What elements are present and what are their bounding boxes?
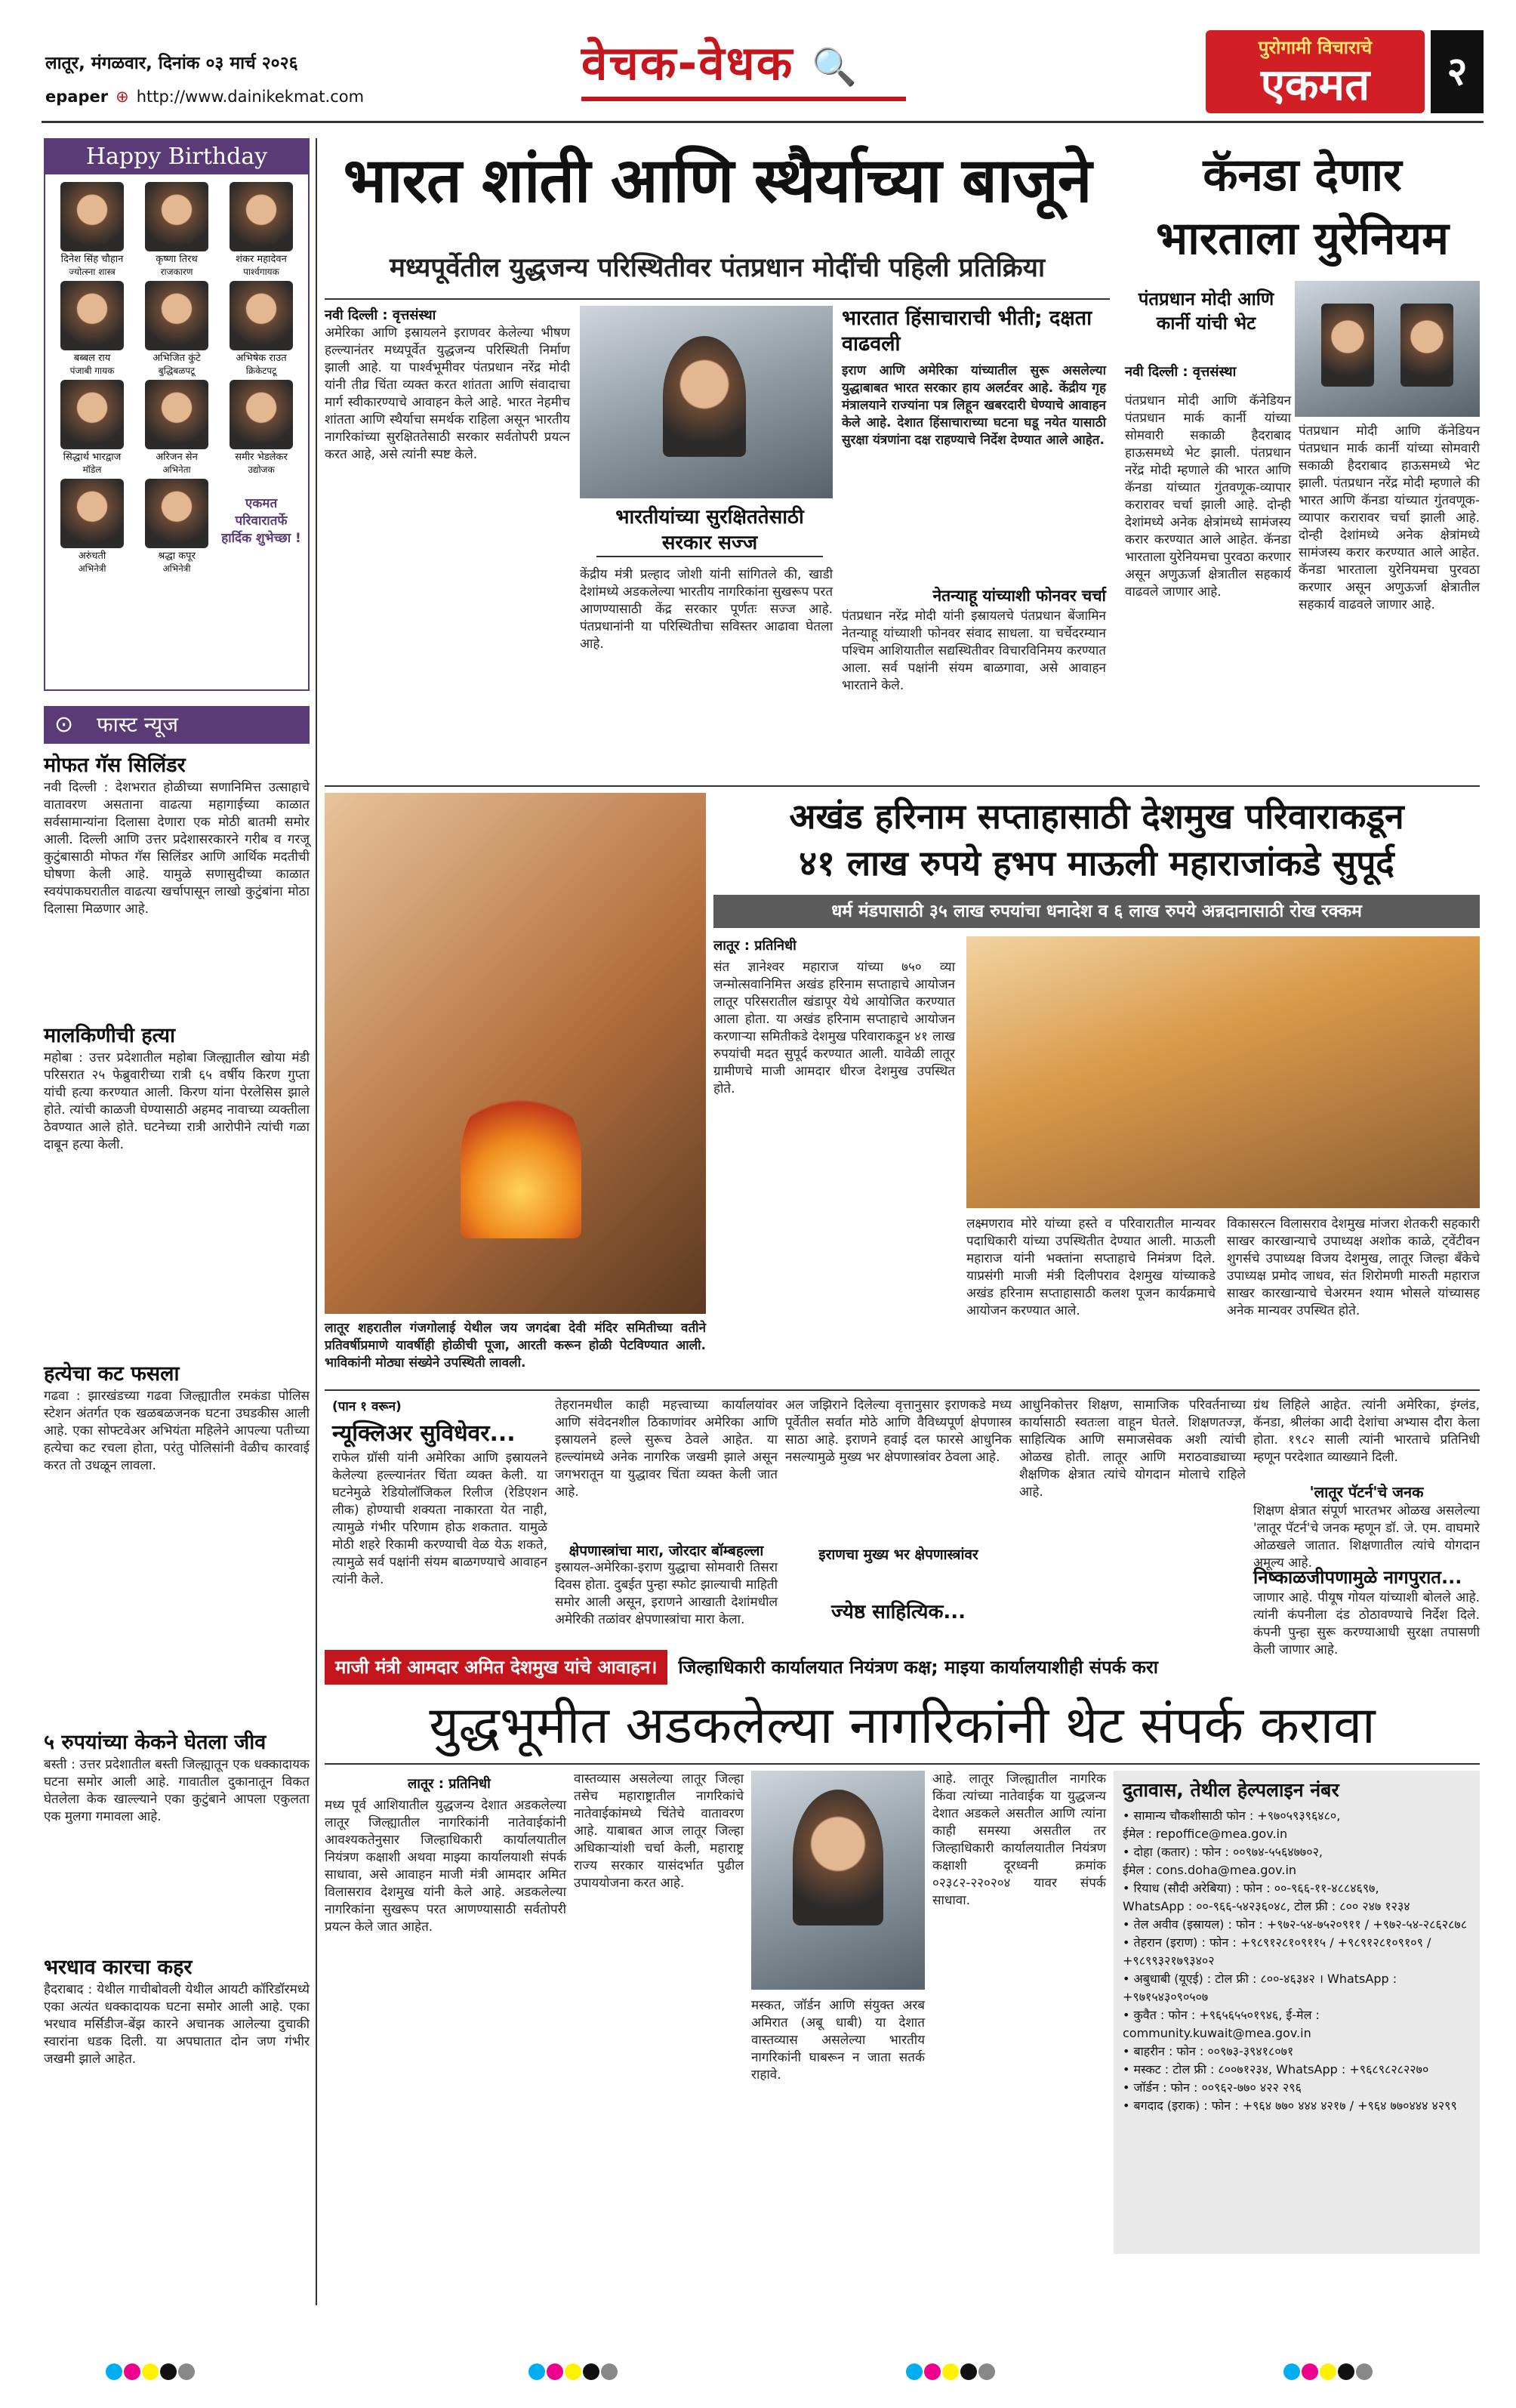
color-bar-1 [106, 2363, 195, 2380]
fast-news-head: भरधाव कारचा कहर [44, 1956, 193, 1979]
lead-photo-body: केंद्रीय मंत्री प्रल्हाद जोशी यांनी सांगितले की, खाडी देशांमध्ये अडकलेल्या भारतीय नागरिकांना सुखरूप परत आणण्यासाठी केंद्र सरकार पूर्णतः सज्ज आहे. पंतप्रधानांनी या परिस्थितीचा सविस्तर आढावा घेतला आहे. [580, 567, 833, 652]
helpline-line: • जॉर्डन : फोन : ००९६२-७७० ४२२ २९६ [1123, 2080, 1302, 2095]
birthday-person: कृष्णा तिरथ राजकारण [136, 182, 217, 278]
fast-news-label: फास्ट न्यूज [97, 712, 179, 737]
birthday-box [44, 138, 310, 691]
felicitation-photo [966, 936, 1480, 1208]
helpline-line: • सामान्य चौकशीसाठी फोन : +९७०५९३९६४८०, [1123, 1808, 1341, 1823]
continued-sub-3: ज्येष्ठ साहित्यिक... [830, 1601, 966, 1623]
continued-body-4: अल जझिराने दिलेल्या वृत्तानुसार इराणकडे मध्य पूर्वेतील सर्वात मोठे आणि वैविध्यपूर्ण क्षेपणास्त्र साठा आहे. इराणने हवाई दल फारसे आधुनिक नसल्यामुळे मुख्य भर क्षेपणास्त्रांवर ठेवला आहे. [785, 1398, 1012, 1465]
lead-headline: भारत शांती आणि स्थैर्याच्या बाजूने [343, 145, 1092, 217]
brand-block [1206, 30, 1425, 113]
canada-body-2: पंतप्रधान मोदी आणि कॅनेडियन पंतप्रधान मार्क कार्नी यांच्या सोमवारी सकाळी हैदराबाद हाऊसमध्ये भेट झाली. पंतप्रधान नरेंद्र मोदी म्हणाले की भारत आणि कॅनडा यांच्यात गुंतवणूक-व्यापार करारावर चर्चा झाली आहे. दोन्ही देशांमध्ये अनेक क्षेत्रांमध्ये सामंजस्य करार करण्यात आले आहेत. कॅनडा भारताला युरेनियमचा पुरवठा करणार असून अणुऊर्जा क्षेत्रातील सहकार्य वाढवले जाणार आहे. [1299, 424, 1480, 612]
banner-body-3: आहे. लातूर जिल्ह्यातील नागरिक किंवा त्यांच्या नातेवाईक या युद्धजन्य देशात अडकले असतील आणि त्यांना काही समस्या असतील तर जिल्हाधिकारी कार्यालयातील नियंत्रण कक्षाशी दूरध्वनी क्रमांक ०२३८२-२२०२०४ यावर संपर्क साधावा. [932, 1771, 1106, 1908]
birthday-wish: एकमत परिवारातर्फे हार्दिक शुभेच्छा ! [221, 496, 301, 546]
continued-body-6: ग्रंथ लिहिले आहेत. त्यांनी अमेरिका, इंग्लंड, कॅनडा, श्रीलंका आदी देशांचा अभ्यास दौरा केला होता. १९८२ साली त्यांनी भारताचे प्रतिनिधी म्हणून परदेशात व्याख्याने दिली. [1253, 1398, 1480, 1465]
section-label: वेचक-वेधक [581, 35, 794, 91]
helpline-line: • रियाध (सौदी अरेबिया) : फोन : ००-९६६-११-४८८४६९७, [1123, 1881, 1379, 1895]
continued-sub-1: क्षेपणास्त्रांचा मारा, जोरदार बॉम्बहल्ला [568, 1543, 764, 1559]
birthday-person: शंकर महादेवन पार्श्वगायक [220, 182, 302, 278]
lead-body: अमेरिका आणि इस्रायलने इराणवर केलेल्या भीषण हल्ल्यानंतर मध्यपूर्वेत युद्धजन्य परिस्थिती निर्माण झाली आहे. या पार्श्वभूमीवर पंतप्रधान नरेंद्र मोदी यांनी तीव्र चिंता व्यक्त करत शांतता आणि संवादाचा मार्ग स्वीकारण्याचे आवाहन केले आहे. भारत नेहमीच शांतता आणि स्थैर्याचा समर्थक राहिला असून भारतीय नागरिकांच्या सुरक्षिततेसाठी सरकार सर्वतोपरी प्रयत्न करत आहे, असे त्यांनी स्पष्ट केले. [325, 325, 570, 462]
epaper-line[interactable] [45, 88, 364, 106]
helpline-line: • अबुधाबी (यूएई) : टोल फ्री : ८००-४६३४२ । WhatsApp : +९७१५४३०९०५०७ [1123, 1972, 1397, 2004]
masthead-rule [42, 121, 1484, 123]
helpline-line[interactable]: ईमेल : cons.doha@mea.gov.in [1123, 1863, 1297, 1877]
continued-body: राफेल ग्रॉसी यांनी अमेरिका आणि इस्रायलने केलेल्या हल्ल्यानंतर चिंता व्यक्त केली. या घटनेमुळे रेडियोलॉजिकल रिलीज (रेडिएशन लीक) होण्याची शक्यता नाकारता येत नाही, त्यामुळे गंभीर परिणाम होऊ शकतात. यामुळे मोठी शहरे रिकामी करण्याची वेळ येऊ शकते, त्यामुळे सर्व पक्षांनी संयम बाळगण्याचे आवाहन त्यांनी केले. [332, 1451, 547, 1587]
section-title [581, 30, 858, 94]
continued-body-8: जाणार आहे. पीयूष गोयल यांच्याशी बोलले आहे. त्यांनी कंपनीला दंड ठोठावण्याचे निर्देश दिले. कंपनी पुन्हा सुरू करण्याआधी सुरक्षा तपासणी केली जाणार आहे. [1253, 1590, 1480, 1657]
banner-headline: युद्धभूमीत अडकलेल्या नागरिकांनी थेट संपर्क करावा [429, 1696, 1376, 1756]
fast-news-body: नवी दिल्ली : देशभरात होळीच्या सणानिमित्त उत्साहाचे वातावरण असताना वाढत्या महागाईच्या काळात सर्वसामान्यांना दिलासा देणारा एक मोठी बातमी समोर आली. दिल्ली आणि उत्तर प्रदेशासरकारने गरीब व गरजू कुटुंबासाठी मोफत गॅस सिलिंडर आणि आर्थिक मदतीची घोषणा केली आहे. यामुळे सणासुदीच्या काळात स्वयंपाकघरातील वाढत्या खर्चापासून लाखो कुटुंबांना मोठा दिलासा मिळणार आहे. [44, 780, 310, 917]
helpline-line: • दोहा (कतार) : फोन : ००९७४-५५६४७७०२, [1123, 1845, 1323, 1859]
continued-box [325, 1397, 1480, 1657]
harinam-body-2: लक्ष्मणराव मोरे यांच्या हस्ते व परिवारातील मान्यवर पदाधिकारी यांच्या उपस्थितीत देण्यात आली. माऊली महाराज यांनी भक्तांना सप्ताहाचे निमंत्रण दिले. याप्रसंगी माजी मंत्री दिलीपराव देशमुख यांच्याकडे अखंड हरिनाम सप्ताहासाठी कलश पूजन कार्यक्रमाचे आयोजन करण्यात आले. [966, 1216, 1216, 1318]
banner-body-2: वास्तव्यास असलेल्या लातूर जिल्हा तसेच महाराष्ट्रातील नागरिकांचे नातेवाईकांमध्ये चिंतेचे वातावरण आहे. याबाबत आज लातूर जिल्हा अधिकाऱ्यांशी चर्चा केली, महाराष्ट्र राज्य सरकार यासंदर्भात पुढील उपाययोजना करत आहे. [574, 1771, 744, 1891]
canada-headline: कॅनडा देणार भारताला युरेनियम [1156, 149, 1449, 265]
modi-photo [580, 306, 833, 498]
lead-phone-body: पंतप्रधान नरेंद्र मोदी यांनी इस्रायलचे पंतप्रधान बेंजामिन नेतन्याहू यांच्याशी फोनवर संवाद साधला. या चर्चेदरम्यान पश्चिम आशियातील सद्यस्थितीवर विचारविनिमय करण्यात आला. सर्व पक्षांनी संयम बाळगावा, असे आवाहन भारताने केले. [842, 609, 1106, 693]
holi-caption: लातूर शहरातील गंजगोलाई येथील जय जगदंबा देवी मंदिर समितीच्या वतीने प्रतिवर्षीप्रमाणे यावर्षीही होळीची पूजा, आरती करून होळी पेटविण्यात आली. भाविकांनी मोठ्या संख्येने उपस्थिती लावली. [325, 1321, 706, 1370]
globe-icon: ⊕ [116, 88, 129, 106]
banner-rule [325, 1763, 1480, 1765]
continued-head: न्यूक्लिअर सुविधेवर... [332, 1420, 516, 1447]
left-column-rule [316, 138, 317, 2305]
brand-logo: एकमत [1260, 59, 1370, 110]
fast-news-head: हत्येचा कट फसला [44, 1362, 180, 1386]
helpline-line: • तेल अवीव (इस्रायल) : फोन : +९७२-५४-७५२०९११ / +९७२-५४-२८६२८७८ [1123, 1917, 1468, 1932]
color-bar-4 [1283, 2363, 1373, 2380]
canada-dateline: नवी दिल्ली : वृत्तसंस्था [1125, 364, 1237, 380]
birthday-title: Happy Birthday [45, 140, 308, 174]
fast-news-item [44, 752, 310, 1013]
lead-subhead: मध्यपूर्वेतील युद्धजन्य परिस्थितीवर पंतप्रधान मोदींची पहिली प्रतिक्रिया [389, 253, 1046, 283]
lead-dateline: नवी दिल्ली : वृत्तसंस्था [325, 307, 436, 323]
section-underline [581, 97, 906, 101]
helpline-line: • बगदाद (इराक) : फोन : +९६४ ७७० ४४४ ४२१७ / +९६४ ७७०४४४ ४२९९ [1123, 2098, 1457, 2113]
continued-sub-5: निष्काळजीपणामुळे नागपुरात... [1253, 1567, 1462, 1588]
banner-photo-caption: मस्कत, जॉर्डन आणि संयुक्त अरब अमिरात (अबू धाबी) या देशात वास्तव्यास असलेल्या भारतीय नागरिकांनी घाबरून न जाता सतर्क राहावे. [751, 1998, 925, 2083]
lead-side-head: भारतात हिंसाचाराची भीती; दक्षता वाढवली [842, 307, 1092, 356]
helpline-line: • तेहरान (इराण) : फोन : +९८९१२८१०९११५ / +९८९१२८१०९१०९ / +९८९९३२१७९३४०२ [1123, 1935, 1431, 1968]
fast-news-item [44, 1729, 310, 1945]
birthday-person: सिद्धार्थ भारद्वाज मॉडेल [51, 380, 133, 476]
lead-photo-caption: भारतीयांच्या सुरक्षिततेसाठी सरकार सज्ज [596, 504, 823, 557]
continued-sub-2: इराणचा मुख्य भर क्षेपणास्त्रांवर [818, 1546, 978, 1563]
continued-tag: (पान १ वरून) [332, 1399, 402, 1414]
harinam-dateline: लातूर : प्रतिनिधी [713, 938, 797, 954]
lead-phone-head: नेतन्याहू यांच्याशी फोनवर चर्चा [932, 587, 1106, 605]
fast-news-title [44, 706, 310, 744]
banner-strip [325, 1650, 1480, 1685]
banner-body: मध्य पूर्व आशियातील युद्धजन्य देशात अडकलेल्या लातूर जिल्ह्यातील नागरिकांनी नातेवाईकांनी आवश्यकतेनुसार जिल्हाधिकारी कार्यालयातील नियंत्रण कक्षाशी अथवा माझ्या कार्यालयाशी संपर्क साधावा, असे आवाहन माजी मंत्री आमदार अमित विलासराव देशमुख यांनी केले आहे. अडकलेल्या नागरिकांना सुखरूप परत आणण्यासाठी सर्वतोपरी प्रयत्न केले जात आहेत. [325, 1798, 566, 1935]
fast-news-list [44, 752, 310, 2111]
magnifier-icon: 🔍 [812, 46, 858, 88]
mid-rule-1 [325, 785, 1480, 787]
harinam-body-3: विकासरत्न विलासराव देशमुख मांजरा शेतकरी सहकारी साखर कारखान्याचे उपाध्यक्ष अशोक काळे, ट्वेंटीवन शुगर्सचे उपाध्यक्ष विजय देशमुख, लातूर जिल्हा बँकेचे उपाध्यक्ष प्रमोद जाधव, संत शिरोमणी मारुती महाराज साखर कारखान्याचे चेअरमन श्याम भोसले यांच्यासह अनेक मान्यवर उपस्थित होते. [1227, 1216, 1480, 1318]
continued-body-2: तेहरानमधील काही महत्त्वाच्या कार्यालयांवर आणि संवेदनशील ठिकाणांवर अमेरिका आणि इस्रायलने हल्ले सुरूच ठेवले आहेत. या हल्ल्यांमध्ये अनेक नागरिक जखमी झाले असून जगभरातून या युद्धावर चिंता व्यक्त केली जात आहे. [555, 1398, 778, 1500]
continued-body-7: शिक्षण क्षेत्रात संपूर्ण भारतभर ओळख असलेल्या 'लातूर पॅटर्न'चे जनक म्हणून डॉ. जे. एम. वाघमारे ओळखले जातात. शिक्षणातील त्यांचे योगदान अमूल्य आहे. [1253, 1503, 1480, 1571]
canada-photo-caption: पंतप्रधान मोदी आणि कार्नी यांची भेट [1138, 288, 1274, 334]
dateline: लातूर, मंगळवार, दिनांक ०३ मार्च २०२६ [45, 54, 298, 73]
helpline-title: दुतावास, तेथील हेल्पलाइन नंबर [1123, 1779, 1339, 1801]
continued-body-3: इस्रायल-अमेरिका-इराण युद्धाचा सोमवारी तिसरा दिवस होता. दुबईत पुन्हा स्फोट झाल्याची माहिती समोर आली असून, इराणने आखाती देशांमधील अमेरिकी तळांवर क्षेपणास्त्रांचा मारा केला. [555, 1560, 778, 1627]
banner-right: जिल्हाधिकारी कार्यालयात नियंत्रण कक्ष; माइया कार्यालयाशीही संपर्क करा [678, 1657, 1159, 1678]
banner-left: माजी मंत्री आमदार अमित देशमुख यांचे आवाहन। [325, 1650, 667, 1685]
harinam-headline-2: ४१ लाख रुपये हभप माऊली महाराजांकडे सुपूर्द [799, 843, 1394, 883]
brand-tagline: पुरोगामी विचाराचे [1258, 37, 1373, 58]
fast-news-item [44, 1954, 310, 2163]
fast-news-head: ५ रुपयांच्या केकने घेतला जीव [44, 1731, 267, 1754]
helpline-line: WhatsApp : ००-९६६-५४२३६०४८, टोल फ्री : ८०० २४७ १२३४ [1123, 1899, 1410, 1913]
modi-carney-photo [1295, 281, 1480, 417]
birthday-person: श्रद्धा कपूर अभिनेत्री [136, 479, 217, 575]
fast-news-item [44, 1361, 310, 1720]
birthday-grid [45, 174, 308, 582]
helpline-line[interactable]: • कुवैत : फोन : +९६५६५५०१९४६, ई-मेल : community.kuwait@mea.gov.in [1123, 2008, 1320, 2040]
fast-news-body: महोबा : उत्तर प्रदेशातील महोबा जिल्ह्यातील खोया मंडी परिसरात २५ फेब्रुवारीच्या रात्री ६५ वर्षीय किरण गुप्ता यांची हत्या करण्यात आली. किरण यांना पेरलेसिस झाले होते. त्यांची काळजी घेण्यासाठी अहमद नावाच्या व्यक्तीला ठेवण्यात आले होते. घटनेच्या रात्री आरोपीने त्यांची गळा दाबून हत्या केली. [44, 1050, 310, 1152]
helpline-line: • बाहरीन : फोन : ००९७३-३९४१८०७१ [1123, 2044, 1294, 2058]
birthday-person: अरुंधती अभिनेत्री [51, 479, 133, 575]
fast-news-head: मालकिणीची हत्या [44, 1024, 176, 1047]
birthday-person: अरिजन सेन अभिनेता [136, 380, 217, 476]
color-bar-2 [528, 2363, 618, 2380]
helpline-line[interactable]: ईमेल : repoffice@mea.gov.in [1123, 1827, 1288, 1841]
birthday-person: बब्बल राय पंजाबी गायक [51, 281, 133, 377]
fast-news-body: बस्ती : उत्तर प्रदेशातील बस्ती जिल्ह्यातून एक धक्कादायक घटना समोर आली आहे. गावातील दुकानातून विकत घेतलेला केक खाल्ल्याने एका कुटुंबाने आपला एकुलता एक मुलगा गमावला आहे. [44, 1757, 310, 1824]
continued-body-5: आधुनिकोत्तर शिक्षण, सामाजिक परिवर्तनाच्या कार्यासाठी स्वतःला वाहून घेतले. शिक्षणतज्ज्ञ, साहित्यिक आणि समाजसेवक अशी त्यांची ओळख होती. लातूर आणि मराठवाड्याच्या शैक्षणिक क्षेत्रात त्यांचे योगदान मोलाचे राहिले आहे. [1019, 1398, 1246, 1500]
chevron-down-icon: ⊙ [54, 711, 74, 738]
fast-news-body: गढवा : झारखंडच्या गढवा जिल्ह्यातील रमकंडा पोलिस स्टेशन अंतर्गत एक खळबळजनक घटना उघडकीस आली आहे. एका सोफ्टवेअर अभियंता महिलेने आपल्या पतीच्या हत्येचा कट रचला होता, परंतु पोलिसांनी वेळीच कारवाई करत तो उधळून लावला. [44, 1389, 310, 1473]
birthday-person: अभिषेक राउत क्रिकेटपटू [220, 281, 302, 377]
harinam-headline-1: अखंड हरिनाम सप्ताहासाठी देशमुख परिवाराकडून [789, 796, 1404, 837]
amit-deshmukh-photo [751, 1771, 925, 1990]
helpline-box [1114, 1771, 1480, 2254]
page-number: २ [1431, 30, 1484, 113]
lead-side-body: इराण आणि अमेरिका यांच्यातील सुरू असलेल्या युद्धाबाबत भारत सरकार हाय अलर्टवर आहे. केंद्रीय गृह मंत्रालयाने राज्यांना पत्र लिहून खबरदारी घेण्याचे आवाहन केले आहे. देशात हिंसाचाराच्या घटना घडू नयेत यासाठी सुरक्षा यंत्रणांना दक्ष राहण्याचे निर्देश देण्यात आले आहेत. [842, 363, 1106, 448]
birthday-person: अभिजित कुंटे बुद्धिबळपटू [136, 281, 217, 377]
epaper-label: epaper [45, 88, 109, 106]
holi-puja-photo [325, 793, 706, 1314]
harinam-body: संत ज्ञानेश्वर महाराज यांच्या ७५० व्या जन्मोत्सवानिमित्त अखंड हरिनाम सप्ताहाचे आयोजन लातूर परिसरातील खंडापूर येथे आयोजित करण्यात आला होता. या अखंड हरिनाम सप्ताहाचे आयोजन करणाऱ्या समितीकडे देशमुख परिवाराकडून ४१ लाख रुपयांची मदत सुपूर्द करण्यात आली. यावेळी लातूर ग्रामीणचे माजी आमदार धीरज देशमुख उपस्थित होते. [713, 960, 955, 1096]
helpline-line: • मस्कट : टोल फ्री : ८००७१२३४, WhatsApp : +९६८९८२८२२७० [1123, 2062, 1429, 2077]
banner-dateline: लातूर : प्रतिनिधी [408, 1776, 491, 1792]
fast-news-body: हैदराबाद : येथील गाचीबोवली येथील आयटी कॉरिडॉरमध्ये एका अत्यंत धक्कादायक घटना समोर आली आहे. एका भरधाव मर्सिडीज-बेंझ कारने अचानक आलेल्या दुचाकी स्वारांना धडक दिली. या अपघातात दोन जण गंभीर जखमी झाले आहेत. [44, 1982, 310, 2067]
fast-news-head: मोफत गॅस सिलिंडर [44, 754, 186, 777]
harinam-strap: धर्म मंडपासाठी ३५ लाख रुपयांचा धनादेश व ६ लाख रुपये अन्नदानासाठी रोख रक्कम [713, 895, 1480, 928]
birthday-person: समीर भेडलेकर उद्योजक [220, 380, 302, 476]
birthday-person: दिनेश सिंह चौहान ज्योत्स्ना शास्त्र [51, 182, 133, 278]
canada-body: पंतप्रधान मोदी आणि कॅनेडियन पंतप्रधान मार्क कार्नी यांच्या सोमवारी सकाळी हैदराबाद हाऊसमध्ये भेट झाली. पंतप्रधान नरेंद्र मोदी म्हणाले की भारत आणि कॅनडा यांच्यात गुंतवणूक-व्यापार करारावर चर्चा झाली आहे. दोन्ही देशांमध्ये अनेक क्षेत्रांमध्ये सामंजस्य करार करण्यात आले आहेत. कॅनडा भारताला युरेनियमचा पुरवठा करणार असून अणुऊर्जा क्षेत्रातील सहकार्य वाढवले जाणार आहे. [1125, 393, 1291, 600]
site-url[interactable]: http://www.dainikekmat.com [136, 88, 365, 106]
fast-news-item [44, 1022, 310, 1352]
lead-rule [325, 298, 1110, 300]
color-bar-3 [906, 2363, 995, 2380]
continued-sub-4: 'लातूर पॅटर्न'चे जनक [1309, 1483, 1424, 1501]
mid-rule-2 [325, 1389, 1480, 1391]
